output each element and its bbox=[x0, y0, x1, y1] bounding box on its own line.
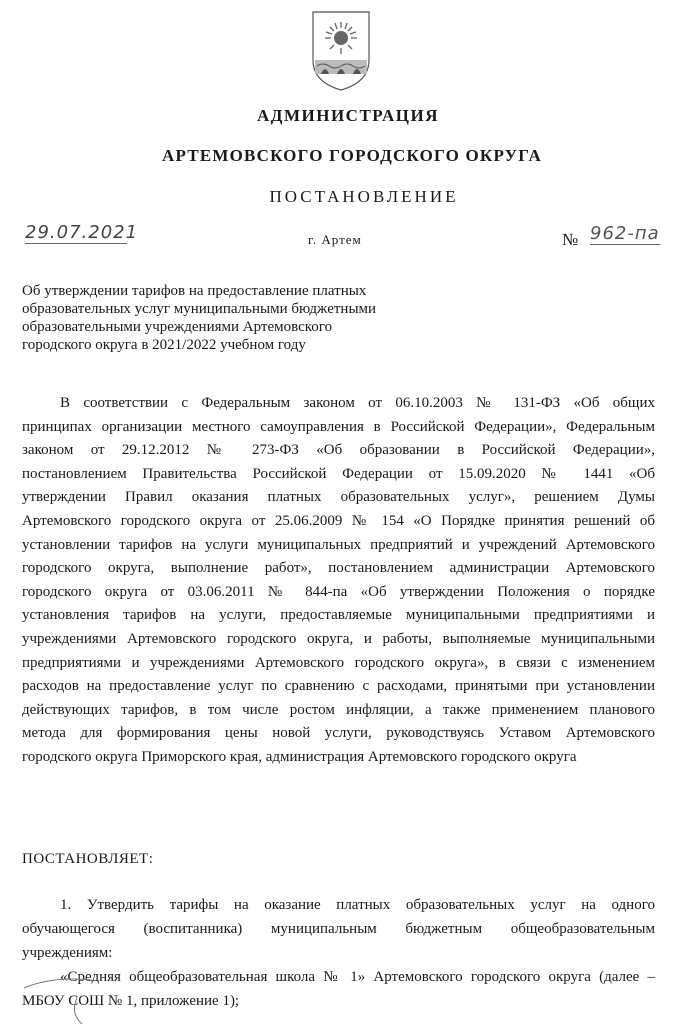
organization-name-line1: АДМИНИСТРАЦИЯ bbox=[256, 106, 439, 125]
item-line: 1. Утвердить тарифы на оказание платных образовательных услуг на одного bbox=[60, 897, 655, 913]
document-date: 29.07.2021 bbox=[25, 222, 139, 243]
preamble-paragraph bbox=[22, 392, 655, 770]
body-line: утверждении Правил оказания платных образовательных услуг», решением Думы bbox=[22, 489, 655, 506]
body-line: расходов на предоставление услуг по сравнению с расходами, принятыми при установлении bbox=[22, 678, 655, 695]
item-line: МБОУ СОШ № 1, приложение 1); bbox=[22, 993, 240, 1009]
item-line: обучающегося (воспитанника) муниципальным бюджетным общеобразовательным bbox=[22, 921, 655, 937]
body-line: В соответствии с Федеральным законом от 06.10.2003 № 131-ФЗ «Об общих bbox=[60, 395, 655, 411]
body-line: городского округа Приморского края, администрация Артемовского городского округа bbox=[22, 748, 577, 765]
document-number: 962-па bbox=[590, 223, 660, 244]
subject-line: Об утверждении тарифов на предоставление платных bbox=[22, 283, 367, 299]
body-line: установления тарифов на услуги, предоставляемые муниципальными предприятиями и bbox=[22, 607, 655, 624]
item-1-paragraph bbox=[22, 893, 655, 1013]
document-subject bbox=[22, 282, 422, 354]
body-line: метода для формирования цены новой услуги, руководствуясь Уставом Артемовского bbox=[22, 725, 655, 742]
document-type-title: ПОСТАНОВЛЕНИЕ bbox=[269, 187, 459, 206]
subject-line: образовательными учреждениями Артемовского bbox=[22, 319, 333, 335]
body-line: постановлением Правительства Российской Федерации от 15.09.2020 № 1441 «Об bbox=[22, 465, 655, 482]
body-line: установлении тарифов на услуги муниципальных предприятий и учреждений Артемовского bbox=[22, 536, 655, 553]
body-line: городского округа от 03.06.2011 № 844-па «Об утверждении Положения о порядке bbox=[22, 583, 655, 600]
handwritten-mark bbox=[22, 968, 112, 1028]
subject-line: образовательных услуг муниципальными бюджетными bbox=[22, 301, 377, 317]
body-line: законом от 29.12.2012 № 273-ФЗ «Об образовании в Российской Федерации», bbox=[22, 442, 655, 459]
item-line: учреждениям: bbox=[22, 945, 113, 961]
body-line: городского округа, выполнение работ», постановлением администрации Артемовского bbox=[22, 560, 655, 577]
body-line: учреждениями Артемовского городского округа, и работы, выполняемые муниципальными bbox=[22, 630, 655, 647]
item-line: «Средняя общеобразовательная школа № 1» Артемовского городского округа (далее – bbox=[60, 969, 655, 985]
body-line: действующих тарифов, в том числе ростом инфляции, а также применением планового bbox=[22, 701, 655, 718]
body-line: предприятиями и учреждениями Артемовского городского округа», в связи с изменением bbox=[22, 654, 655, 671]
body-line: принципах организации местного самоуправления в Российской Федерации», Федеральным bbox=[22, 418, 655, 435]
coat-of-arms-emblem bbox=[309, 8, 373, 92]
decree-word: ПОСТАНОВЛЯЕТ: bbox=[22, 851, 154, 867]
body-line: Артемовского городского округа от 25.06.2009 № 154 «О Порядке принятия решений об bbox=[22, 512, 655, 529]
subject-line: городского округа в 2021/2022 учебном году bbox=[22, 337, 306, 353]
number-sign: № bbox=[562, 230, 579, 249]
document-city: г. Артем bbox=[308, 232, 362, 247]
organization-name-line2: АРТЕМОВСКОГО ГОРОДСКОГО ОКРУГА bbox=[162, 146, 542, 165]
